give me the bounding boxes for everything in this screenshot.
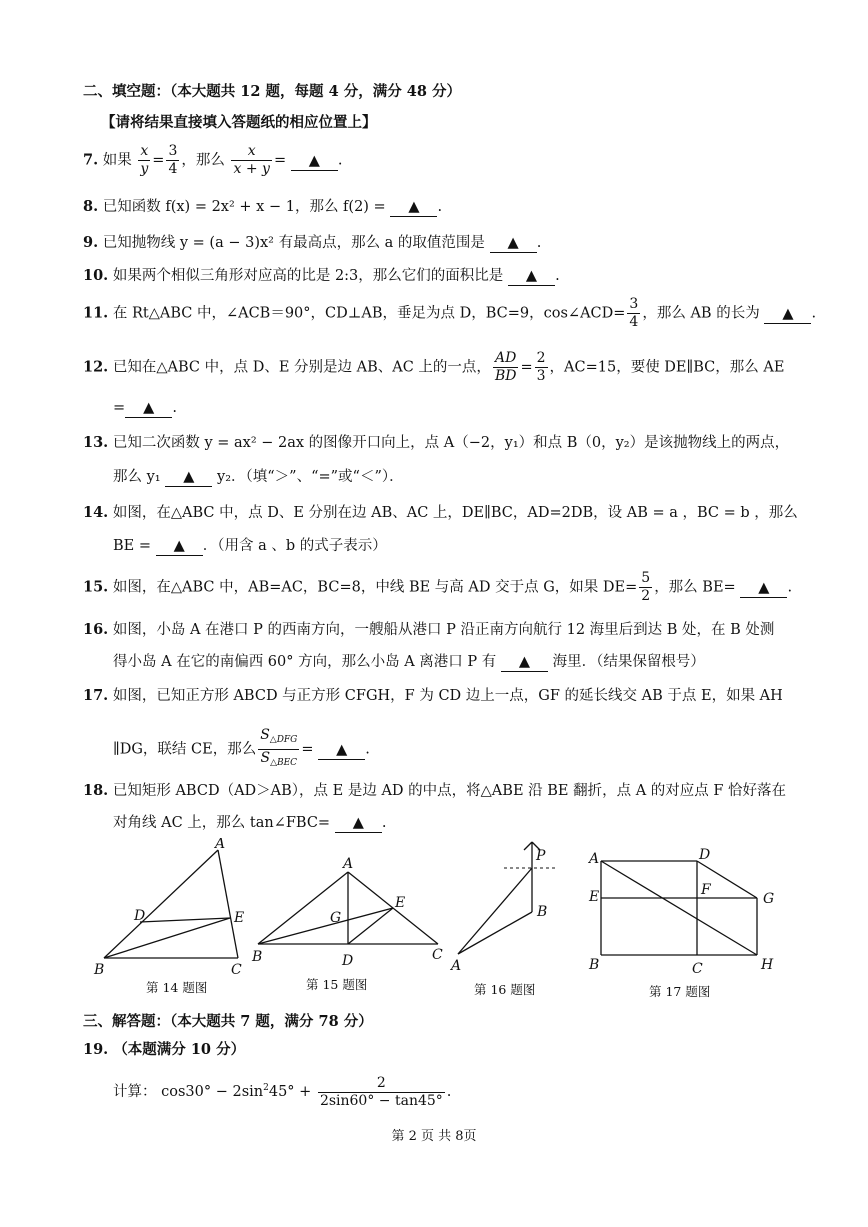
q7-number: 7. — [83, 151, 99, 169]
figure-15-caption: 第 15 题图 — [306, 977, 368, 992]
question-16: 16. 如图，小岛 A 在港口 P 的西南方向，一艘船从港口 P 沿正南方向航行 12 海里后到达 B 处，在 B 处测 — [83, 621, 775, 638]
svg-text:H: H — [761, 957, 774, 973]
q16-text: 如图，小岛 A 在港口 P 的西南方向，一艘船从港口 P 沿正南方向航行 12 海里后到达 B 处，在 B 处测 — [112, 622, 775, 638]
question-18-line2: 对角线 AC 上，那么 tan∠FBC= ▲ . — [113, 815, 387, 831]
q11-text: 在 Rt△ABC 中，∠ACB＝90°，CD⊥AB，垂足为点 D，BC=9，cos∠ACD= — [112, 305, 626, 322]
section-2-note: 【请将结果直接填入答题纸的相应位置上】 — [101, 114, 377, 131]
question-15: 15. 如图，在△ABC 中，AB=AC，BC=8，中线 BE 与高 AD 交于点 G，如果 DE= $\frac{5}{2}$ ，那么 BE= ▲ . — [83, 570, 793, 604]
svg-text:C: C — [692, 961, 703, 977]
svg-text:D: D — [699, 847, 711, 863]
q11-answer-blank[interactable]: ▲ — [764, 305, 811, 324]
q14-answer-blank[interactable]: ▲ — [156, 537, 203, 556]
svg-text:A: A — [451, 958, 462, 974]
svg-text:E: E — [395, 895, 406, 911]
question-19-title: 19. （本题满分 10 分） — [83, 1041, 246, 1058]
question-19-expression: 计算： $\cos 30^\circ - 2\sin^245^\circ$ + $\frac{2}{2\sin 60^\circ - \tan 45^\circ}$ . — [113, 1074, 452, 1109]
question-13: 13. 已知二次函数 y = ax² − 2ax 的图像开口向上，点 A（−2，y₁）和点 B（0，y₂）是该抛物线上的两点， — [83, 434, 790, 451]
svg-text:F: F — [701, 882, 711, 898]
q17-frac-area-ratio: $\frac{S_{\triangle DFG}}{S_{\triangle BEC}}$ — [260, 727, 298, 768]
q14-text: 如图，在△ABC 中，点 D、E 分别在边 AB、AC 上，DE∥BC，AD=2DB，设 AB = a ，BC = b ，那么 — [112, 505, 798, 521]
question-16-line2: 得小岛 A 在它的南偏西 60° 方向，那么小岛 A 离港口 P 有 ▲ 海里．（结果保留根号） — [113, 654, 705, 670]
figure-14 — [90, 838, 263, 980]
question-10: 10. 如果两个相似三角形对应高的比是 2:3，那么它们的面积比是 ▲ . — [83, 267, 560, 284]
question-14-line2: BE = ▲ ．（用含 a 、b 的式子表示） — [113, 538, 387, 554]
q12-frac-ad-bd: $\frac{AD}{BD}$ — [494, 350, 517, 384]
svg-text:E: E — [589, 889, 600, 905]
svg-text:C: C — [432, 947, 443, 963]
question-18: 18. 已知矩形 ABCD（AD＞AB），点 E 是边 AD 的中点，将△ABE 沿 BE 翻折，点 A 的对应点 F 恰好落在 — [83, 782, 787, 799]
q17-answer-blank[interactable]: ▲ — [318, 741, 365, 760]
q18-text: 已知矩形 ABCD（AD＞AB），点 E 是边 AD 的中点，将△ABE 沿 BE 翻折，点 A 的对应点 F 恰好落在 — [112, 783, 787, 799]
section-2-title: 二、填空题：（本大题共 12 题，每题 4 分，满分 48 分） — [83, 83, 461, 100]
q8-answer-blank[interactable]: ▲ — [390, 198, 437, 217]
svg-text:A: A — [343, 856, 354, 872]
q11-frac-3-4: $\frac{3}{4}$ — [629, 296, 639, 330]
q7-frac-3-4: $\frac{3}{4}$ — [168, 143, 178, 177]
q7-frac-x-over-y: $\frac{x}{y}$ — [140, 143, 149, 177]
figure-17-caption: 第 17 题图 — [649, 984, 711, 999]
question-9: 9. 已知抛物线 y = (a − 3)x² 有最高点，那么 a 的取值范围是 ▲ . — [83, 234, 542, 251]
q7-frac-expr: $\frac{x}{x + y}$ — [233, 143, 270, 177]
question-12: 12. 已知在△ABC 中，点 D、E 分别是边 AB、AC 上的一点， $\frac{AD}{BD}$ = $\frac{2}{3}$ ，AC=15，要使 DE∥BC，那么 AE — [83, 350, 785, 384]
q9-text: 已知抛物线 y = (a − 3)x² 有最高点，那么 a 的取值范围是 — [102, 235, 485, 251]
svg-text:G: G — [330, 910, 342, 926]
q15-text: 如图，在△ABC 中，AB=AC，BC=8，中线 BE 与高 AD 交于点 G，如果 DE= — [112, 579, 638, 596]
q15-answer-blank[interactable]: ▲ — [740, 579, 787, 598]
q10-answer-blank[interactable]: ▲ — [508, 267, 555, 286]
q7-answer-blank[interactable]: ▲ — [291, 152, 338, 171]
question-7: 7. 如果 $\frac{x}{y}$ = $\frac{3}{4}$ ，那么 $\frac{x}{x + y}$ = ▲ . — [83, 143, 343, 177]
q12-answer-blank[interactable]: ▲ — [125, 399, 172, 418]
q17-text: 如图，已知正方形 ABCD 与正方形 CFGH，F 为 CD 边上一点，GF 的延长线交 AB 于点 E，如果 AH — [112, 688, 783, 704]
svg-text:G: G — [763, 891, 775, 907]
q12-text: 已知在△ABC 中，点 D、E 分别是边 AB、AC 上的一点， — [112, 359, 491, 376]
svg-text:D: D — [342, 953, 354, 969]
q10-text: 如果两个相似三角形对应高的比是 2:3，那么它们的面积比是 — [112, 268, 504, 284]
q7-text: 如果 — [102, 152, 132, 169]
q12-frac-2-3: $\frac{2}{3}$ — [536, 350, 546, 384]
question-17-line2: ∥DG，联结 CE，那么 $\frac{S_{\triangle DFG}}{S_{\triangle BEC}}$ = ▲ . — [113, 727, 370, 772]
q19-fraction: $\frac{2}{2\sin 60^\circ - \tan 45^\circ}$ — [319, 1074, 443, 1109]
q16-answer-blank[interactable]: ▲ — [501, 653, 548, 672]
svg-text:B: B — [537, 904, 548, 920]
question-11: 11. 在 Rt△ABC 中，∠ACB＝90°，CD⊥AB，垂足为点 D，BC=9，cos∠ACD= $\frac{3}{4}$ ，那么 AB 的长为 ▲ . — [83, 296, 817, 330]
q13-answer-blank[interactable]: ▲ — [165, 468, 212, 487]
svg-text:A: A — [589, 851, 600, 867]
svg-text:E: E — [234, 910, 245, 926]
page-footer: 第 2 页 共 8页 — [391, 1129, 477, 1144]
svg-text:B: B — [252, 949, 263, 965]
question-14: 14. 如图，在△ABC 中，点 D、E 分别在边 AB、AC 上，DE∥BC，AD=2DB，设 AB = a ，BC = b ，那么 — [83, 504, 798, 521]
svg-text:D: D — [134, 908, 146, 924]
question-12-line2: = ▲ . — [113, 400, 177, 416]
figure-14-caption: 第 14 题图 — [146, 980, 208, 995]
q8-text: 已知函数 f(x) = 2x² + x − 1，那么 f(2) = — [102, 199, 386, 215]
figure-16 — [446, 838, 570, 978]
q13-text: 已知二次函数 y = ax² − 2ax 的图像开口向上，点 A（−2，y₁）和点 B（0，y₂）是该抛物线上的两点， — [112, 435, 790, 451]
svg-text:A: A — [215, 838, 226, 852]
question-8: 8. 已知函数 f(x) = 2x² + x − 1，那么 f(2) = ▲ . — [83, 198, 443, 215]
figure-17 — [583, 845, 783, 977]
figure-15 — [248, 852, 448, 972]
q18-answer-blank[interactable]: ▲ — [335, 814, 382, 833]
question-17: 17. 如图，已知正方形 ABCD 与正方形 CFGH，F 为 CD 边上一点，GF 的延长线交 AB 于点 E，如果 AH — [83, 687, 783, 704]
svg-text:C: C — [231, 962, 242, 978]
q9-answer-blank[interactable]: ▲ — [490, 234, 537, 253]
q15-frac-5-2: $\frac{5}{2}$ — [641, 570, 651, 604]
svg-text:P: P — [536, 848, 546, 864]
figure-16-caption: 第 16 题图 — [474, 982, 536, 997]
section-3-title: 三、解答题：（本大题共 7 题，满分 78 分） — [83, 1013, 373, 1030]
question-13-line2: 那么 y₁ ▲ y₂．（填“＞”、“=”或“＜”）． — [113, 469, 404, 485]
svg-text:B: B — [589, 957, 600, 973]
svg-text:B: B — [94, 962, 105, 978]
